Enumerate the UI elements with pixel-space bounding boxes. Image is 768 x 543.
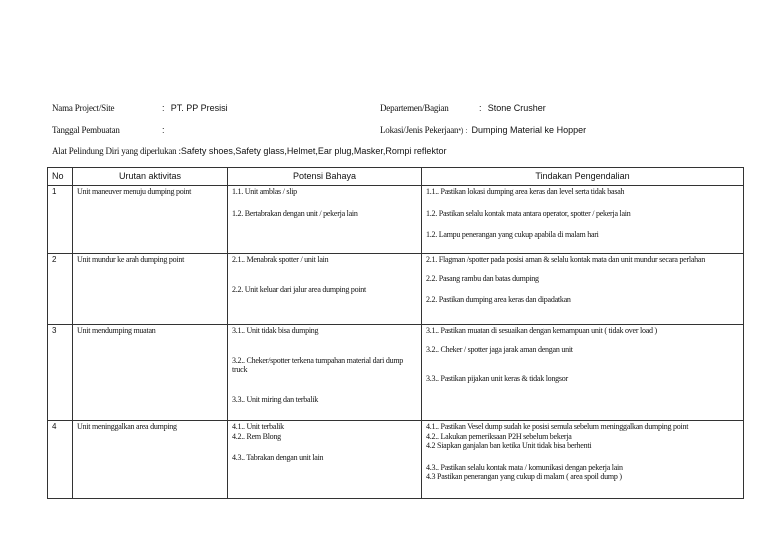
hazard-cell xyxy=(228,325,422,421)
control-item: 4.3.. Pastikan selalu kontak mata / komunikasi dengan pekerja lain xyxy=(426,462,623,472)
apd-field xyxy=(52,146,446,157)
location-field xyxy=(380,125,586,137)
row-number: 2 xyxy=(48,254,73,325)
location-label: Lokasi/Jenis Pekerjaan xyxy=(380,125,459,135)
control-item: 1.2. Pastikan selalu kontak mata antara operator, spotter / pekerja lain xyxy=(426,208,631,218)
control-cell xyxy=(422,186,744,254)
control-cell xyxy=(422,254,744,325)
activity-cell: Unit mendumping muatan xyxy=(73,325,228,421)
dept-value: Stone Crusher xyxy=(487,103,546,113)
dept-separator: : xyxy=(479,103,482,113)
activity-cell: Unit mundur ke arah dumping point xyxy=(73,254,228,325)
column-header-control: Tindakan Pengendalian xyxy=(422,168,744,186)
date-field xyxy=(52,125,120,136)
dept-value-wrap xyxy=(479,103,546,114)
table-header-row xyxy=(48,168,744,186)
control-item: 3.3.. Pastikan pijakan unit keras & tidak longsor xyxy=(426,374,568,383)
hazard-cell xyxy=(228,254,422,325)
column-header-hazard: Potensi Bahaya xyxy=(228,168,422,186)
control-item: 2.1. Flagman /spotter pada posisi aman & selalu kontak mata dan unit mundur secara perlahan xyxy=(426,255,705,264)
control-item: 4.2.. Lakukan pemeriksaan P2H sebelum bekerja xyxy=(426,431,572,441)
table-row xyxy=(48,186,744,254)
hazard-item: 3.3.. Unit miring dan terbalik xyxy=(232,394,319,404)
hazard-item: 2.2. Unit keluar dari jalur area dumping point xyxy=(232,284,367,294)
hazard-item: 1.2. Bertabrakan dengan unit / pekerja lain xyxy=(232,208,358,218)
dept-field xyxy=(380,103,449,114)
column-header-no: No xyxy=(48,168,73,186)
project-separator: : xyxy=(162,103,165,113)
control-item: 4.2 Siapkan ganjalan ban ketika Unit tidak bisa berhenti xyxy=(426,441,592,450)
project-field xyxy=(52,103,114,114)
control-item: 4.3 Pastikan penerangan yang cukup di malam ( area spoil dump ) xyxy=(426,472,622,481)
project-value: PT. PP Presisi xyxy=(170,103,228,113)
location-separator: *) : xyxy=(458,128,468,135)
table-row xyxy=(48,421,744,499)
hazard-item: 3.1.. Unit tidak bisa dumping xyxy=(232,326,319,335)
row-number: 4 xyxy=(48,421,73,499)
hazard-item: 4.2.. Rem Blong xyxy=(232,431,281,441)
row-number: 1 xyxy=(48,186,73,254)
dept-label: Departemen/Bagian xyxy=(380,103,449,113)
hazard-cell xyxy=(228,421,422,499)
hazard-item: 1.1. Unit amblas / slip xyxy=(232,187,297,196)
control-cell xyxy=(422,325,744,421)
apd-label: Alat Pelindung Diri yang diperlukan : xyxy=(52,146,181,156)
column-header-activity: Urutan aktivitas xyxy=(73,168,228,186)
control-item: 3.1.. Pastikan muatan di sesuaikan dengan kemampuan unit ( tidak over load ) xyxy=(426,326,657,335)
location-value: Dumping Material ke Hopper xyxy=(471,125,587,135)
hazard-item: 3.2.. Cheker/spotter terkena tumpahan material dari dump truck xyxy=(232,355,404,374)
activity-cell: Unit maneuver menuju dumping point xyxy=(73,186,228,254)
hazard-item: 2.1.. Menabrak spotter / unit lain xyxy=(232,255,329,264)
table-row xyxy=(48,325,744,421)
project-value-wrap xyxy=(162,103,228,114)
control-item: 1.1.. Pastikan lokasi dumping area keras dan level serta tidak basah xyxy=(426,187,625,196)
hazard-cell xyxy=(228,186,422,254)
hazard-item: 4.3.. Tabrakan dengan unit lain xyxy=(232,453,324,462)
row-number: 3 xyxy=(48,325,73,421)
date-label: Tanggal Pembuatan xyxy=(52,125,120,135)
control-item: 1.2. Lampu penerangan yang cukup apabila di malam hari xyxy=(426,230,599,239)
date-separator: : xyxy=(162,125,165,135)
control-item: 2.2. Pasang rambu dan batas dumping xyxy=(426,273,539,283)
control-item: 2.2. Pastikan dumping area keras dan dipadatkan xyxy=(426,295,571,304)
project-label: Nama Project/Site xyxy=(52,103,115,113)
control-item: 3.2.. Cheker / spotter jaga jarak aman dengan unit xyxy=(426,344,573,354)
hazard-item: 4.1.. Unit terbalik xyxy=(232,422,284,431)
table-row xyxy=(48,254,744,325)
hazard-analysis-table xyxy=(47,167,744,499)
control-cell xyxy=(422,421,744,499)
apd-value: Safety shoes,Safety glass,Helmet,Ear plug,Masker,Rompi reflektor xyxy=(180,146,447,156)
control-item: 4.1.. Pastikan Vesel dump sudah ke posisi semula sebelum meninggalkan dumping point xyxy=(426,422,689,431)
activity-cell: Unit meninggalkan area dumping xyxy=(73,421,228,499)
date-value-wrap xyxy=(162,125,165,136)
